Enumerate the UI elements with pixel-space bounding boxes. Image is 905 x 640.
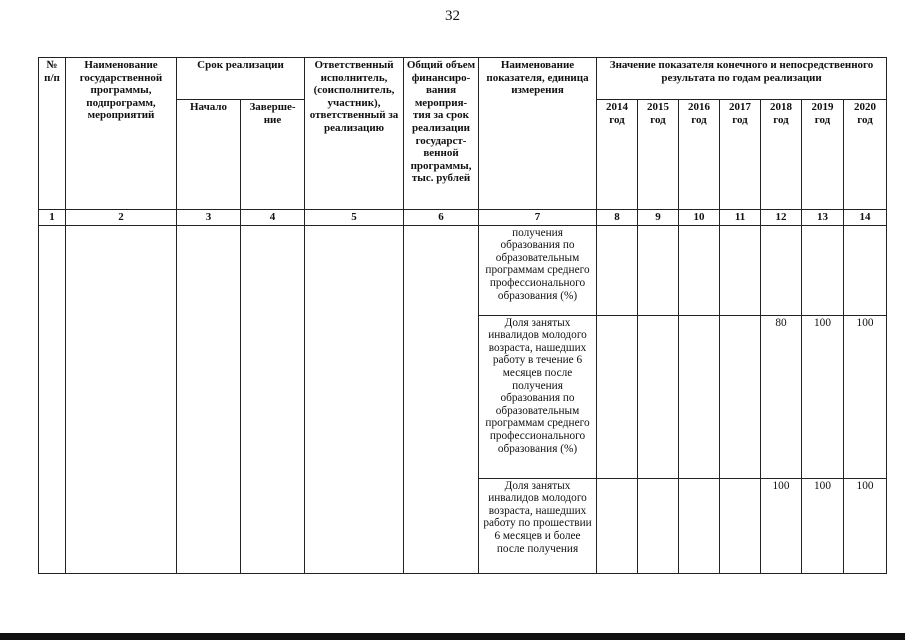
cell-funding bbox=[404, 225, 479, 573]
header-year: 2018 год bbox=[761, 100, 802, 210]
header-values: Значение показателя конечного и непосредственного результата по годам реализации bbox=[597, 58, 887, 100]
column-number: 6 bbox=[404, 210, 479, 226]
header-executor: Ответственный исполнитель, (соисполнитель, участник), ответственный за реализацию bbox=[305, 58, 404, 210]
column-number: 3 bbox=[177, 210, 241, 226]
value-cell bbox=[638, 225, 679, 315]
value-cell bbox=[761, 225, 802, 315]
indicator-cell: Доля занятых инвалидов молодого возраста, нашедших работу в течение 6 месяцев после получения образования по образовательным программам среднего профессионального образования (%) bbox=[479, 315, 597, 478]
header-name: Наименование государственной программы, подпрограмм, мероприятий bbox=[66, 58, 177, 210]
value-cell: 100 bbox=[844, 315, 887, 478]
value-cell: 100 bbox=[802, 478, 844, 573]
indicator-cell: получения образования по образовательным программам среднего профессионального образования (%) bbox=[479, 225, 597, 315]
value-cell bbox=[720, 315, 761, 478]
header-year: 2019 год bbox=[802, 100, 844, 210]
value-cell: 100 bbox=[761, 478, 802, 573]
column-number: 9 bbox=[638, 210, 679, 226]
header-end: Заверше-ние bbox=[241, 100, 305, 210]
value-cell bbox=[638, 315, 679, 478]
value-cell bbox=[720, 225, 761, 315]
value-cell: 100 bbox=[844, 478, 887, 573]
column-number: 8 bbox=[597, 210, 638, 226]
value-cell bbox=[844, 225, 887, 315]
column-number: 10 bbox=[679, 210, 720, 226]
header-year: 2017 год bbox=[720, 100, 761, 210]
indicator-cell: Доля занятых инвалидов молодого возраста, нашедших работу по прошествии 6 месяцев и более после получения bbox=[479, 478, 597, 573]
header-year: 2016 год bbox=[679, 100, 720, 210]
column-number-row bbox=[39, 210, 887, 226]
table-row bbox=[39, 225, 887, 315]
column-number: 12 bbox=[761, 210, 802, 226]
header-year: 2014 год bbox=[597, 100, 638, 210]
column-number: 13 bbox=[802, 210, 844, 226]
header-indicator: Наименование показателя, единица измерения bbox=[479, 58, 597, 210]
header-year: 2015 год bbox=[638, 100, 679, 210]
column-number: 11 bbox=[720, 210, 761, 226]
cell-num bbox=[39, 225, 66, 573]
header-num: № п/п bbox=[39, 58, 66, 210]
column-number: 5 bbox=[305, 210, 404, 226]
value-cell bbox=[802, 225, 844, 315]
program-table bbox=[38, 57, 887, 574]
column-number: 14 bbox=[844, 210, 887, 226]
header-period: Срок реализации bbox=[177, 58, 305, 100]
value-cell bbox=[679, 315, 720, 478]
value-cell bbox=[597, 478, 638, 573]
column-number: 7 bbox=[479, 210, 597, 226]
page-number: 32 bbox=[445, 8, 460, 24]
cell-end bbox=[241, 225, 305, 573]
column-number: 4 bbox=[241, 210, 305, 226]
value-cell: 80 bbox=[761, 315, 802, 478]
header-funding: Общий объем финансиро-вания мероприя-тия за срок реализации государст-венной программы, тыс. рублей bbox=[404, 58, 479, 210]
value-cell bbox=[597, 315, 638, 478]
value-cell bbox=[679, 225, 720, 315]
value-cell bbox=[638, 478, 679, 573]
header-year: 2020 год bbox=[844, 100, 887, 210]
column-number: 2 bbox=[66, 210, 177, 226]
cell-start bbox=[177, 225, 241, 573]
header-start: Начало bbox=[177, 100, 241, 210]
cell-executor bbox=[305, 225, 404, 573]
value-cell bbox=[597, 225, 638, 315]
value-cell bbox=[679, 478, 720, 573]
scan-bottom-edge bbox=[0, 633, 905, 640]
column-number: 1 bbox=[39, 210, 66, 226]
value-cell bbox=[720, 478, 761, 573]
cell-name bbox=[66, 225, 177, 573]
value-cell: 100 bbox=[802, 315, 844, 478]
